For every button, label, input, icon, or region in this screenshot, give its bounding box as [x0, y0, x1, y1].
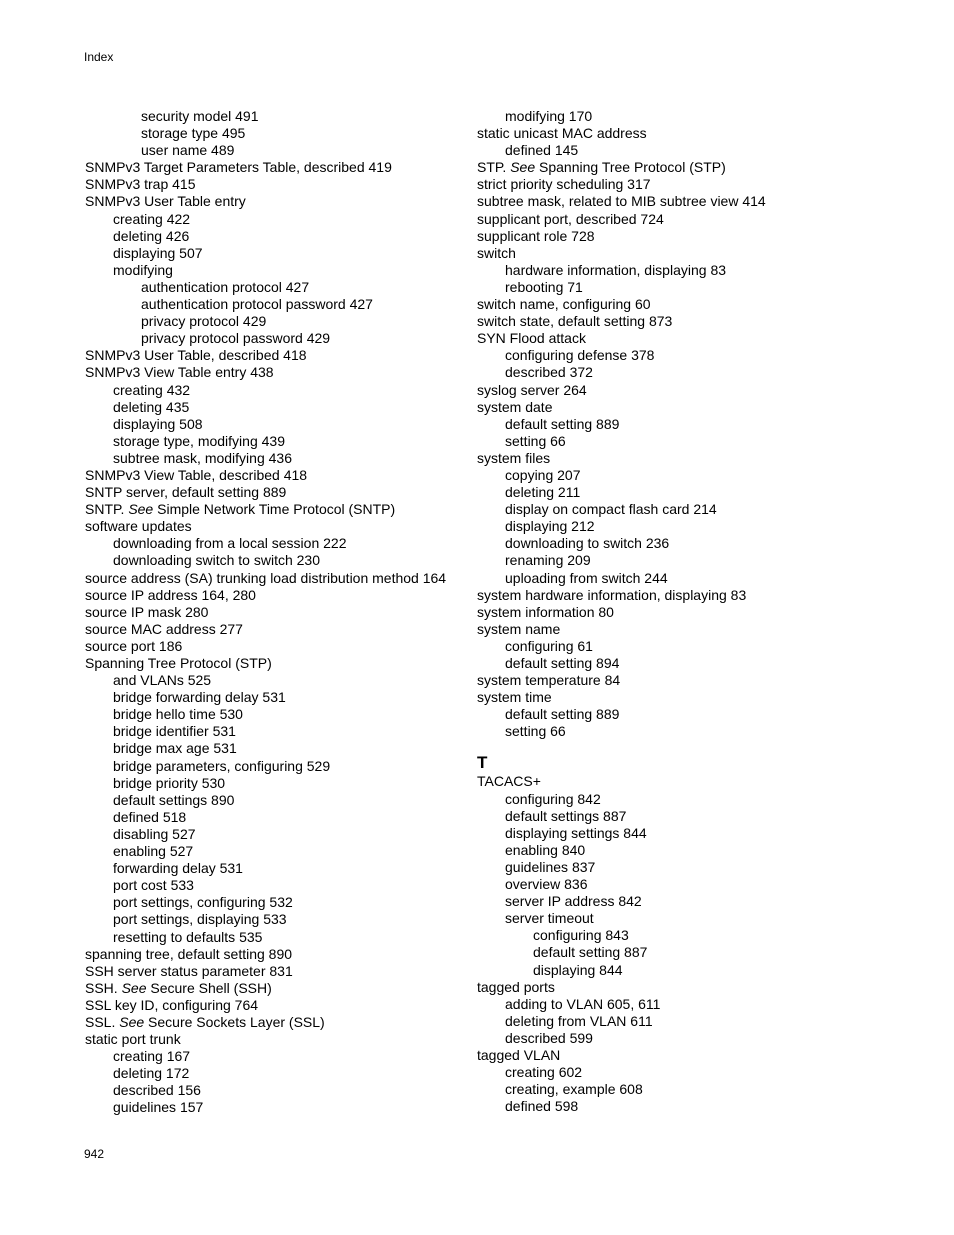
- index-subentry: displaying 507: [113, 244, 203, 261]
- index-subentry: configuring 843: [533, 927, 629, 944]
- see-reference-label: See: [119, 1013, 145, 1030]
- index-subentry: storage type, modifying 439: [113, 432, 285, 449]
- index-entry: system hardware information, displaying 83: [477, 586, 747, 603]
- index-subentry: guidelines 157: [113, 1099, 204, 1116]
- index-subentry: described 372: [505, 364, 593, 381]
- index-subentry: user name 489: [141, 142, 235, 159]
- index-subentry: creating 432: [113, 381, 191, 398]
- index-subentry: default settings 887: [505, 807, 627, 824]
- index-entry: source IP address 164, 280: [85, 586, 256, 603]
- index-subentry: privacy protocol 429: [141, 313, 267, 330]
- index-entry: SNMPv3 View Table entry 438: [85, 364, 274, 381]
- index-subentry: creating 422: [113, 210, 191, 227]
- index-subentry: downloading from a local session 222: [113, 535, 347, 552]
- index-entry-term: SNTP.: [85, 501, 129, 518]
- index-entry: SNMPv3 View Table, described 418: [85, 466, 308, 483]
- index-entry: supplicant role 728: [477, 227, 595, 244]
- index-subentry: displaying 508: [113, 415, 203, 432]
- index-subentry: default setting 887: [533, 944, 648, 961]
- index-subentry: configuring 842: [505, 790, 601, 807]
- index-subentry: downloading to switch 236: [505, 535, 670, 552]
- index-subentry: creating, example 608: [505, 1081, 643, 1098]
- index-entry-cross-reference: [85, 980, 465, 997]
- see-reference-label: See: [121, 979, 147, 996]
- index-subentry: displaying 844: [533, 961, 623, 978]
- index-entry: SSH server status parameter 831: [85, 962, 293, 979]
- index-column-right: [477, 108, 897, 1115]
- index-subentry: forwarding delay 531: [113, 860, 243, 877]
- index-entry: spanning tree, default setting 890: [85, 945, 293, 962]
- index-subentry: privacy protocol password 429: [141, 330, 331, 347]
- index-entry: SNMPv3 User Table, described 418: [85, 347, 307, 364]
- index-subentry: deleting 426: [113, 227, 190, 244]
- index-entry: source IP mask 280: [85, 603, 209, 620]
- index-entry-target: Secure Shell (SSH): [146, 979, 272, 996]
- index-entry: switch state, default setting 873: [477, 313, 673, 330]
- index-entry: SNMPv3 User Table entry: [85, 193, 246, 210]
- index-entry: switch: [477, 244, 516, 261]
- index-subentry: deleting 211: [505, 484, 581, 501]
- index-entry: static unicast MAC address: [477, 125, 647, 142]
- index-entry: source MAC address 277: [85, 620, 243, 637]
- index-subentry: security model 491: [141, 108, 259, 124]
- index-entry: tagged VLAN: [477, 1046, 561, 1063]
- index-subentry: displaying 212: [505, 518, 595, 535]
- index-subentry: disabling 527: [113, 825, 196, 842]
- index-subentry: and VLANs 525: [113, 672, 212, 689]
- index-subentry: downloading switch to switch 230: [113, 552, 321, 569]
- index-subentry: port settings, displaying 533: [113, 911, 287, 928]
- index-subentry: renaming 209: [505, 552, 591, 569]
- index-entry: system files: [477, 449, 551, 466]
- index-subentry: port settings, configuring 532: [113, 894, 293, 911]
- index-subentry: defined 518: [113, 808, 187, 825]
- index-entry: supplicant port, described 724: [477, 210, 664, 227]
- index-subentry: display on compact flash card 214: [505, 501, 717, 518]
- index-entry: source port 186: [85, 637, 183, 654]
- index-subentry: default settings 890: [113, 791, 235, 808]
- see-reference-label: See: [510, 159, 536, 176]
- index-entry: switch name, configuring 60: [477, 296, 651, 313]
- index-entry: system information 80: [477, 603, 614, 620]
- index-entry-target: Simple Network Time Protocol (SNTP): [153, 501, 396, 518]
- index-subentry: defined 598: [505, 1098, 579, 1115]
- index-entry-target: Secure Sockets Layer (SSL): [144, 1013, 325, 1030]
- index-section-letter: T: [477, 753, 488, 773]
- index-subentry: bridge identifier 531: [113, 723, 236, 740]
- index-entry: system name: [477, 620, 561, 637]
- index-entry-term: SSL.: [85, 1013, 120, 1030]
- index-subentry: enabling 527: [113, 843, 194, 860]
- index-subentry: default setting 889: [505, 415, 620, 432]
- index-entry: SNTP server, default setting 889: [85, 484, 287, 501]
- index-subentry: storage type 495: [141, 125, 246, 142]
- index-entry: system time: [477, 689, 552, 706]
- index-entry: subtree mask, related to MIB subtree view 414: [477, 193, 766, 210]
- index-subentry: described 156: [113, 1082, 201, 1099]
- index-subentry: configuring 61: [505, 637, 593, 654]
- index-entry-cross-reference: [85, 501, 465, 518]
- index-subentry: deleting 172: [113, 1065, 190, 1082]
- page-number: 942: [84, 1147, 105, 1161]
- index-subentry: deleting from VLAN 611: [505, 1012, 653, 1029]
- page-header: Index: [84, 50, 114, 64]
- index-subentry: authentication protocol 427: [141, 278, 310, 295]
- index-subentry: adding to VLAN 605, 611: [505, 995, 661, 1012]
- index-subentry: defined 145: [505, 142, 579, 159]
- index-subentry: bridge hello time 530: [113, 706, 243, 723]
- index-subentry: authentication protocol password 427: [141, 296, 373, 313]
- index-subentry: enabling 840: [505, 841, 586, 858]
- index-subentry: bridge max age 531: [113, 740, 237, 757]
- index-subentry: hardware information, displaying 83: [505, 261, 727, 278]
- index-subentry: rebooting 71: [505, 278, 583, 295]
- index-entry: SNMPv3 Target Parameters Table, described 419: [85, 159, 392, 176]
- index-subentry: modifying: [113, 261, 173, 278]
- index-entry: SNMPv3 trap 415: [85, 176, 196, 193]
- index-subentry: bridge forwarding delay 531: [113, 689, 286, 706]
- index-entry: strict priority scheduling 317: [477, 176, 651, 193]
- index-subentry: subtree mask, modifying 436: [113, 449, 292, 466]
- index-subentry: bridge parameters, configuring 529: [113, 757, 331, 774]
- index-subentry: uploading from switch 244: [505, 569, 668, 586]
- index-subentry: default setting 894: [505, 655, 620, 671]
- index-entry: system date: [477, 398, 553, 415]
- index-entry-term: STP.: [477, 159, 511, 176]
- index-subentry: resetting to defaults 535: [113, 928, 263, 945]
- index-subentry: default setting 889: [505, 706, 620, 723]
- index-column-left: [85, 108, 465, 1117]
- index-entry: SYN Flood attack: [477, 330, 586, 347]
- index-entry: TACACS+: [477, 773, 541, 790]
- index-subentry: overview 836: [505, 876, 588, 893]
- index-entry-cross-reference: [477, 159, 897, 176]
- index-entry-target: Spanning Tree Protocol (STP): [535, 159, 726, 176]
- index-subentry: setting 66: [505, 432, 566, 449]
- index-subentry: creating 602: [505, 1064, 583, 1081]
- index-subentry: bridge priority 530: [113, 774, 226, 791]
- index-subentry: modifying 170: [505, 108, 593, 124]
- index-entry: source address (SA) trunking load distribution method 164: [85, 569, 447, 586]
- index-subentry: configuring defense 378: [505, 347, 655, 364]
- index-entry: SSL key ID, configuring 764: [85, 996, 259, 1013]
- index-entry: tagged ports: [477, 978, 555, 995]
- index-subentry: described 599: [505, 1029, 593, 1046]
- index-entry: static port trunk: [85, 1031, 181, 1048]
- index-subentry: creating 167: [113, 1048, 191, 1065]
- index-subentry: server timeout: [505, 910, 594, 927]
- index-subentry: displaying settings 844: [505, 824, 647, 841]
- index-entry: syslog server 264: [477, 381, 587, 398]
- index-subentry: setting 66: [505, 723, 566, 740]
- index-subentry: server IP address 842: [505, 893, 642, 910]
- index-entry-cross-reference: [85, 1014, 465, 1031]
- index-entry: system temperature 84: [477, 672, 621, 689]
- index-subentry: copying 207: [505, 466, 581, 483]
- index-subentry: deleting 435: [113, 398, 190, 415]
- index-entry: software updates: [85, 518, 192, 535]
- index-entry-term: SSH.: [85, 979, 122, 996]
- index-entry: Spanning Tree Protocol (STP): [85, 655, 272, 671]
- index-subentry: guidelines 837: [505, 858, 596, 875]
- see-reference-label: See: [128, 501, 154, 518]
- index-subentry: port cost 533: [113, 877, 194, 894]
